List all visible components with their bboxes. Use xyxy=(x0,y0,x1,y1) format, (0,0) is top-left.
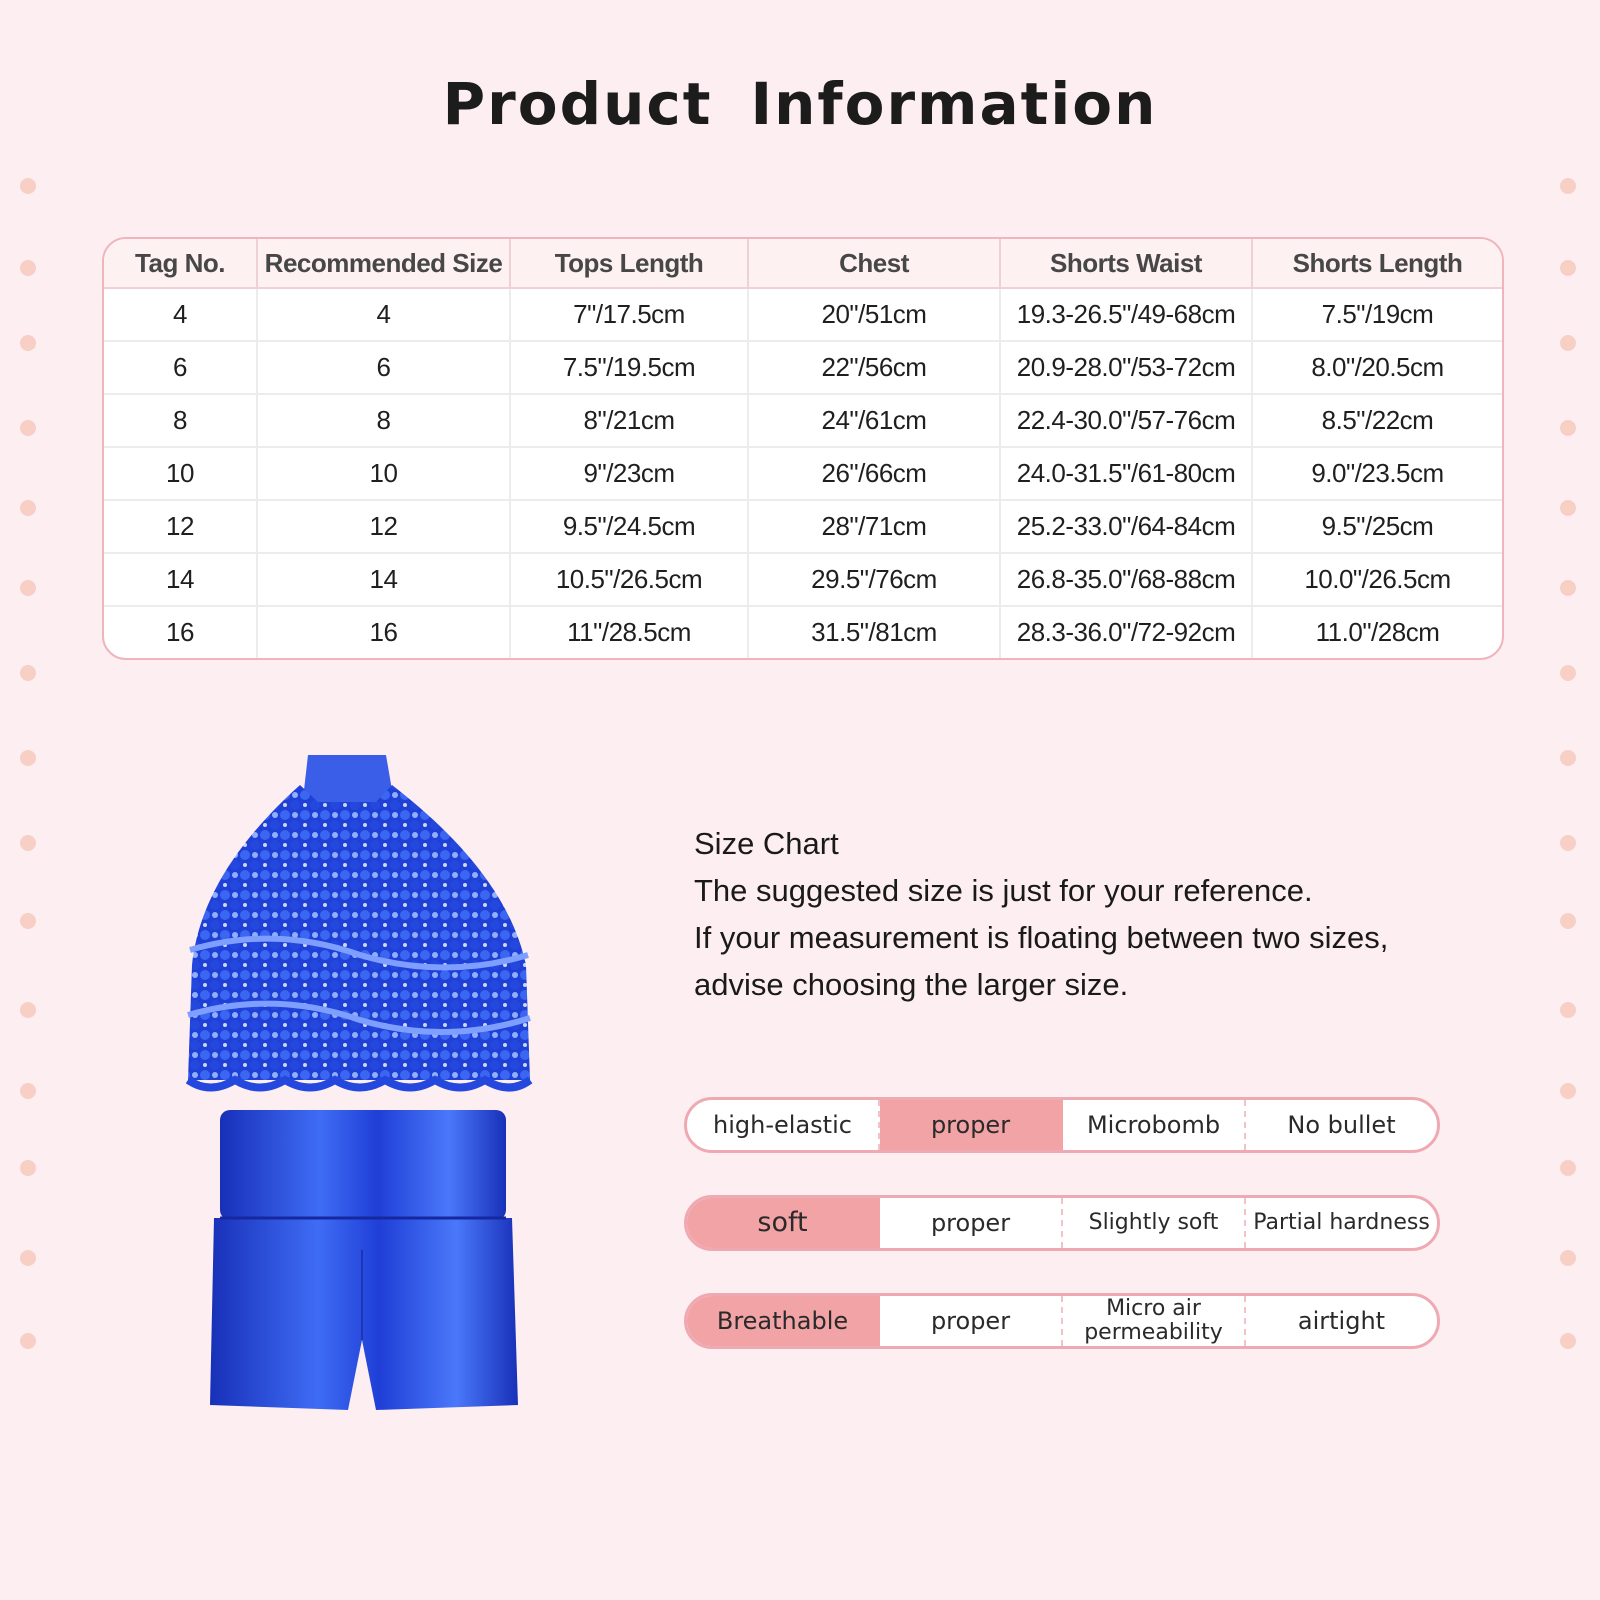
decor-dot xyxy=(20,1083,36,1099)
table-cell: 22"/56cm xyxy=(748,341,1000,394)
table-cell: 26.8-35.0"/68-88cm xyxy=(1000,553,1252,606)
table-cell: 16 xyxy=(104,606,257,658)
table-cell: 7"/17.5cm xyxy=(510,288,748,341)
table-cell: 8.5"/22cm xyxy=(1252,394,1502,447)
header-recommended-size: Recommended Size xyxy=(257,239,510,288)
size-chart-description xyxy=(694,820,1514,1008)
table-cell: 28"/71cm xyxy=(748,500,1000,553)
decor-dot xyxy=(20,260,36,276)
header-tops-length: Tops Length xyxy=(510,239,748,288)
table-cell: 4 xyxy=(104,288,257,341)
decor-dot xyxy=(1560,178,1576,194)
table-row xyxy=(104,447,1502,500)
table-cell: 31.5"/81cm xyxy=(748,606,1000,658)
decor-dot xyxy=(1560,1083,1576,1099)
description-line: The suggested size is just for your reference. xyxy=(694,873,1313,908)
decor-dot xyxy=(20,580,36,596)
decor-dot xyxy=(20,1002,36,1018)
table-cell: 8 xyxy=(257,394,510,447)
table-cell: 22.4-30.0"/57-76cm xyxy=(1000,394,1252,447)
decor-dot xyxy=(20,1160,36,1176)
table-cell: 20.9-28.0"/53-72cm xyxy=(1000,341,1252,394)
size-table xyxy=(102,237,1504,660)
breathability-option-micro-air-permeability: Micro air permeability xyxy=(1063,1296,1246,1346)
table-header-row xyxy=(104,239,1502,288)
table-cell: 9.5"/25cm xyxy=(1252,500,1502,553)
breathability-scale xyxy=(684,1293,1440,1349)
decor-dot xyxy=(1560,913,1576,929)
table-cell: 12 xyxy=(104,500,257,553)
decor-dot xyxy=(1560,580,1576,596)
decor-dot xyxy=(1560,420,1576,436)
table-cell: 11"/28.5cm xyxy=(510,606,748,658)
decor-dot xyxy=(20,500,36,516)
table-cell: 25.2-33.0"/64-84cm xyxy=(1000,500,1252,553)
table-cell: 8"/21cm xyxy=(510,394,748,447)
decor-dot xyxy=(1560,1002,1576,1018)
table-row xyxy=(104,606,1502,658)
table-cell: 4 xyxy=(257,288,510,341)
page-title xyxy=(0,70,1600,138)
elasticity-option-microbomb: Microbomb xyxy=(1063,1100,1246,1150)
decor-dot xyxy=(20,665,36,681)
table-cell: 9.0"/23.5cm xyxy=(1252,447,1502,500)
decor-dot xyxy=(1560,1333,1576,1349)
header-chest: Chest xyxy=(748,239,1000,288)
crop-top-shape xyxy=(188,755,530,1088)
decor-dot xyxy=(20,750,36,766)
table-cell: 11.0"/28cm xyxy=(1315,617,1440,647)
table-cell: 6 xyxy=(257,341,510,394)
table-row xyxy=(104,553,1502,606)
decor-dot xyxy=(1560,665,1576,681)
description-line: If your measurement is floating between two sizes, xyxy=(694,920,1389,955)
table-cell: 12 xyxy=(257,500,510,553)
breathability-option-airtight: airtight xyxy=(1297,1307,1386,1335)
breathability-option-breathable: Breathable xyxy=(687,1296,880,1346)
table-row xyxy=(104,500,1502,553)
left-dot-border xyxy=(20,0,40,1600)
table-row xyxy=(104,341,1502,394)
table-cell: 10 xyxy=(104,447,257,500)
elasticity-option-proper: proper xyxy=(880,1100,1063,1150)
decor-dot xyxy=(1560,1250,1576,1266)
table-cell: 10 xyxy=(257,447,510,500)
elasticity-scale xyxy=(684,1097,1440,1153)
product-image xyxy=(180,750,570,1450)
table-cell: 9"/23cm xyxy=(510,447,748,500)
decor-dot xyxy=(1560,335,1576,351)
table-cell: 8 xyxy=(104,394,257,447)
breathability-option-proper: proper xyxy=(880,1296,1063,1346)
table-cell: 28.3-36.0"/72-92cm xyxy=(1000,606,1252,658)
title-word-information: Information xyxy=(750,70,1158,138)
softness-option-slightly-soft: Slightly soft xyxy=(1063,1198,1246,1248)
shorts-shape xyxy=(210,1110,518,1410)
description-heading: Size Chart xyxy=(694,826,839,861)
decor-dot xyxy=(20,178,36,194)
decor-dot xyxy=(1560,500,1576,516)
table-row xyxy=(104,288,1502,341)
header-shorts-waist: Shorts Waist xyxy=(1000,239,1252,288)
header-tag-no: Tag No. xyxy=(104,239,257,288)
table-cell: 20"/51cm xyxy=(748,288,1000,341)
softness-option-soft: soft xyxy=(687,1198,880,1248)
decor-dot xyxy=(20,835,36,851)
right-dot-border xyxy=(1560,0,1580,1600)
table-cell: 8.0"/20.5cm xyxy=(1252,341,1502,394)
table-cell: 24"/61cm xyxy=(748,394,1000,447)
table-cell: 19.3-26.5"/49-68cm xyxy=(1000,288,1252,341)
description-line: advise choosing the larger size. xyxy=(694,967,1129,1002)
title-word-product: Product xyxy=(442,70,713,138)
table-row xyxy=(104,394,1502,447)
decor-dot xyxy=(20,335,36,351)
decor-dot xyxy=(20,913,36,929)
decor-dot xyxy=(1560,260,1576,276)
table-cell: 10.0"/26.5cm xyxy=(1252,553,1502,606)
elasticity-option-no-bullet: No bullet xyxy=(1287,1111,1396,1139)
decor-dot xyxy=(20,1250,36,1266)
header-shorts-length: Shorts Length xyxy=(1252,239,1502,288)
decor-dot xyxy=(1560,1160,1576,1176)
softness-scale xyxy=(684,1195,1440,1251)
decor-dot xyxy=(1560,835,1576,851)
decor-dot xyxy=(1560,750,1576,766)
table-cell: 6 xyxy=(104,341,257,394)
table-cell: 26"/66cm xyxy=(748,447,1000,500)
table-cell: 7.5"/19.5cm xyxy=(510,341,748,394)
table-cell: 24.0-31.5"/61-80cm xyxy=(1000,447,1252,500)
table-cell: 14 xyxy=(104,553,257,606)
table-cell: 16 xyxy=(257,606,510,658)
decor-dot xyxy=(20,1333,36,1349)
softness-option-proper: proper xyxy=(880,1198,1063,1248)
table-cell: 7.5"/19cm xyxy=(1252,288,1502,341)
decor-dot xyxy=(20,420,36,436)
softness-option-partial-hardness: Partial hardness xyxy=(1253,1210,1430,1235)
table-cell: 9.5"/24.5cm xyxy=(510,500,748,553)
table-cell: 10.5"/26.5cm xyxy=(510,553,748,606)
table-cell: 29.5"/76cm xyxy=(748,553,1000,606)
elasticity-option-high-elastic: high-elastic xyxy=(687,1100,880,1150)
table-cell: 14 xyxy=(257,553,510,606)
